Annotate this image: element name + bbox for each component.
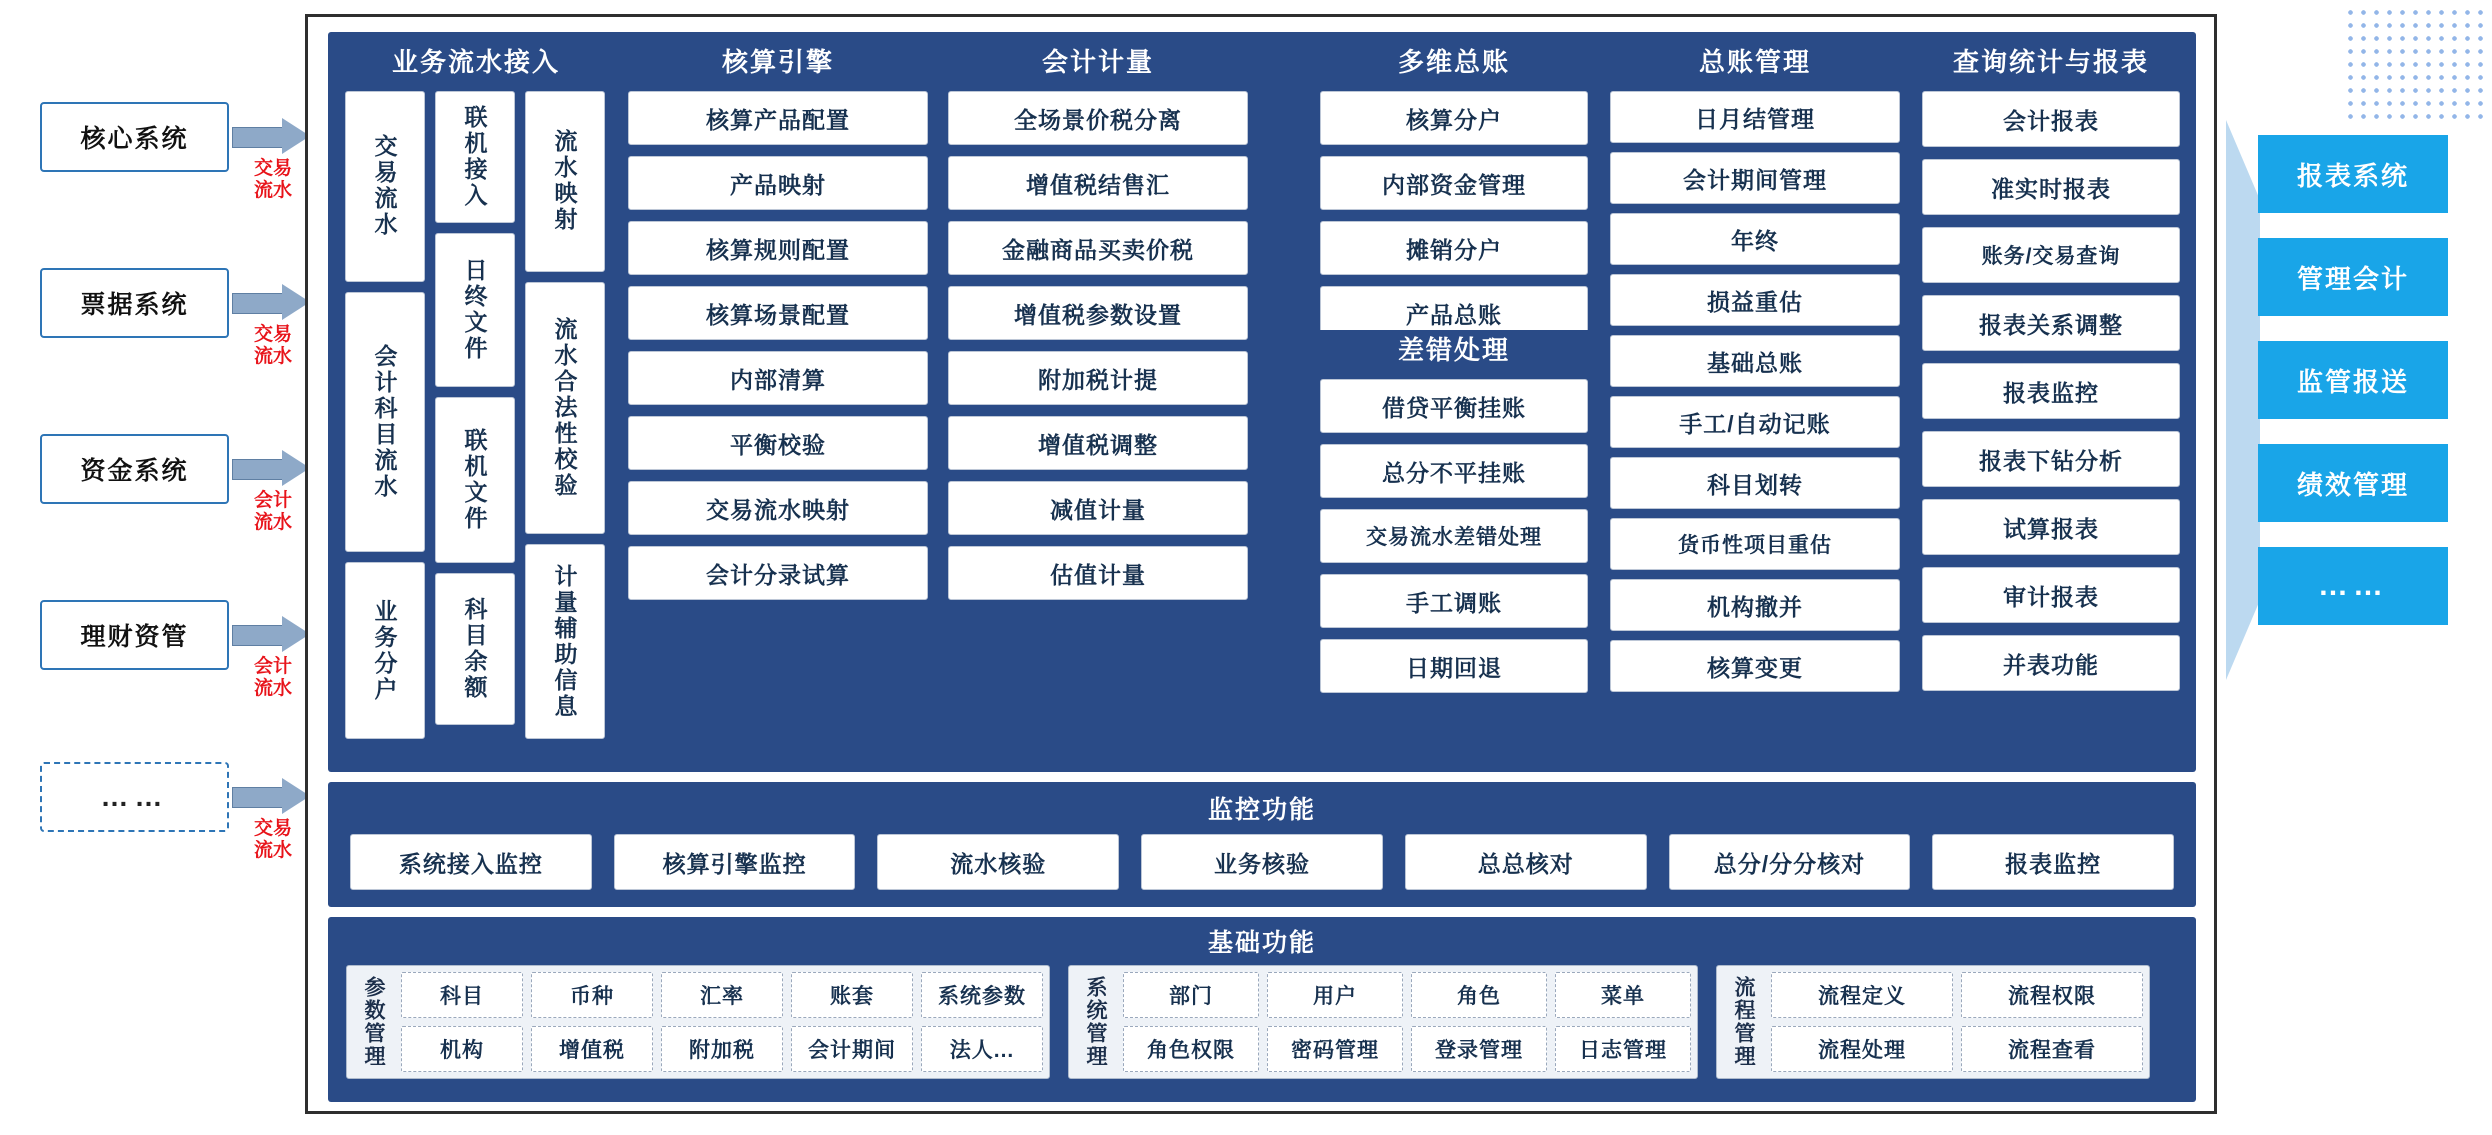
module-cell[interactable]: 试算报表 [1922, 499, 2180, 555]
base-cell[interactable]: 增值税 [531, 1026, 653, 1072]
module-cell[interactable]: 平衡校验 [628, 416, 928, 470]
module-cell[interactable]: 内部资金管理 [1320, 156, 1588, 210]
base-cell[interactable]: 流程查看 [1961, 1026, 2143, 1072]
module-column-query-report [1922, 42, 2180, 703]
base-cell[interactable]: 汇率 [661, 972, 783, 1018]
flow-arrow-icon [232, 778, 310, 814]
source-system-box-more[interactable] [40, 762, 229, 832]
flow-arrow-icon [232, 118, 310, 154]
monitoring-cell[interactable]: 系统接入监控 [350, 834, 592, 890]
module-column-accounting-measurement [948, 42, 1248, 611]
module-column-title: 核算引擎 [721, 47, 834, 77]
module-cell[interactable]: 科目余额 [435, 573, 515, 725]
module-cell[interactable]: 交易流水映射 [628, 481, 928, 535]
base-cell[interactable]: 日志管理 [1555, 1026, 1691, 1072]
module-column-title: 查询统计与报表 [1952, 47, 2149, 77]
module-cell[interactable]: 基础总账 [1610, 335, 1900, 387]
downstream-system[interactable]: 报表系统 [2258, 135, 2448, 213]
module-cell[interactable]: 增值税参数设置 [948, 286, 1248, 340]
module-cell[interactable]: 账务/交易查询 [1922, 227, 2180, 283]
module-cell[interactable]: 核算产品配置 [628, 91, 928, 145]
flow-label: 交易 流水 [253, 324, 292, 367]
module-cell[interactable]: 会计期间管理 [1610, 152, 1900, 204]
module-cell[interactable]: 核算变更 [1610, 640, 1900, 692]
module-cell[interactable]: 流水合法性校验 [525, 282, 605, 534]
flow-label: 交易 流水 [253, 818, 292, 861]
monitoring-cell[interactable]: 核算引擎监控 [614, 834, 856, 890]
module-column-title: 业务流水接入 [391, 47, 560, 77]
module-cell[interactable]: 金融商品买卖价税 [948, 221, 1248, 275]
module-column-title: 会计计量 [1041, 47, 1154, 77]
monitoring-title: 监控功能 [1207, 796, 1316, 824]
module-cell[interactable]: 会计报表 [1922, 91, 2180, 147]
module-cell[interactable]: 并表功能 [1922, 635, 2180, 691]
base-cell[interactable]: 菜单 [1555, 972, 1691, 1018]
decorative-dot-pattern [2344, 6, 2484, 126]
base-functions-title: 基础功能 [1207, 929, 1316, 957]
module-cell[interactable]: 核算规则配置 [628, 221, 928, 275]
base-cell[interactable]: 密码管理 [1267, 1026, 1403, 1072]
downstream-bracket [2226, 120, 2260, 680]
base-cell[interactable]: 附加税 [661, 1026, 783, 1072]
module-cell[interactable]: 流水映射 [525, 91, 605, 272]
module-cell[interactable]: 摊销分户 [1320, 221, 1588, 275]
module-column-error-handling [1320, 330, 1588, 704]
monitoring-cell[interactable]: 总分/分分核对 [1669, 834, 1911, 890]
module-cell[interactable]: 手工调账 [1320, 574, 1588, 628]
module-cell[interactable]: 日终文件 [435, 233, 515, 387]
module-cell[interactable]: 交易流水差错处理 [1320, 509, 1588, 563]
monitoring-cell[interactable]: 业务核验 [1141, 834, 1383, 890]
module-cell[interactable]: 交易流水 [345, 91, 425, 282]
base-cell[interactable]: 流程权限 [1961, 972, 2143, 1018]
module-column-multidim-ledger [1320, 42, 1588, 351]
base-cell[interactable]: 登录管理 [1411, 1026, 1547, 1072]
base-cell[interactable]: 法人... [921, 1026, 1043, 1072]
base-group-parameter [346, 965, 1050, 1079]
monitoring-row [328, 826, 2196, 890]
monitoring-cell[interactable]: 总总核对 [1405, 834, 1647, 890]
base-cell[interactable]: 币种 [531, 972, 653, 1018]
module-cell[interactable]: 计量辅助信息 [525, 544, 605, 739]
base-cell[interactable]: 角色 [1411, 972, 1547, 1018]
module-cell[interactable]: 附加税计提 [948, 351, 1248, 405]
base-cell[interactable]: 部门 [1123, 972, 1259, 1018]
base-cell[interactable]: 角色权限 [1123, 1026, 1259, 1072]
source-system-box[interactable] [40, 102, 229, 172]
module-cell[interactable]: 产品总账 [1320, 286, 1588, 340]
flow-arrow-icon [232, 450, 310, 486]
module-cell[interactable]: 审计报表 [1922, 567, 2180, 623]
base-functions-panel [328, 917, 2196, 1102]
base-group-process [1716, 965, 2150, 1079]
module-cell[interactable]: 科目划转 [1610, 457, 1900, 509]
base-functions-row [328, 959, 2196, 1079]
module-cell[interactable]: 核算分户 [1320, 91, 1588, 145]
module-cell[interactable]: 业务分户 [345, 562, 425, 739]
monitoring-cell[interactable]: 流水核验 [877, 834, 1119, 890]
base-cell[interactable]: 科目 [401, 972, 523, 1018]
base-group-label: 系统管理 [1075, 972, 1115, 1072]
monitoring-cell[interactable]: 报表监控 [1932, 834, 2174, 890]
flow-arrow-icon [232, 616, 310, 652]
module-cell[interactable]: 报表关系调整 [1922, 295, 2180, 351]
base-cell[interactable]: 账套 [791, 972, 913, 1018]
module-cell[interactable]: 会计科目流水 [345, 292, 425, 552]
top-modules-panel [328, 32, 2196, 772]
module-column-title: 总账管理 [1698, 47, 1811, 77]
downstream-system-more[interactable]: …… [2258, 547, 2448, 625]
module-cell[interactable]: 全场景价税分离 [948, 91, 1248, 145]
module-cell[interactable]: 减值计量 [948, 481, 1248, 535]
downstream-system[interactable]: 管理会计 [2258, 238, 2448, 316]
module-cell[interactable]: 总分不平挂账 [1320, 444, 1588, 498]
flow-label: 会计 流水 [253, 490, 292, 533]
module-cell[interactable]: 增值税结售汇 [948, 156, 1248, 210]
flow-label: 会计 流水 [253, 656, 292, 699]
module-cell[interactable]: 机构撤并 [1610, 579, 1900, 631]
module-cell[interactable]: 货币性项目重估 [1610, 518, 1900, 570]
source-system-box[interactable] [40, 434, 229, 504]
module-cell[interactable]: 核算场景配置 [628, 286, 928, 340]
source-system-box[interactable] [40, 268, 229, 338]
source-system-box[interactable] [40, 600, 229, 670]
base-group-label: 参数管理 [353, 972, 393, 1072]
source-system-label: 资金系统 [80, 457, 189, 485]
base-cell[interactable]: 流程处理 [1771, 1026, 1953, 1072]
downstream-system[interactable]: 绩效管理 [2258, 444, 2448, 522]
module-column-business-flow [345, 42, 607, 739]
module-cell[interactable]: 产品映射 [628, 156, 928, 210]
base-group-label: 流程管理 [1723, 972, 1763, 1072]
source-system-label: …… [100, 781, 169, 812]
module-column-ledger-management [1610, 42, 1900, 701]
monitoring-panel [328, 782, 2196, 907]
module-cell[interactable]: 联机接入 [435, 91, 515, 223]
module-cell[interactable]: 估值计量 [948, 546, 1248, 600]
module-cell[interactable]: 会计分录试算 [628, 546, 928, 600]
module-cell[interactable]: 借贷平衡挂账 [1320, 379, 1588, 433]
base-cell[interactable]: 用户 [1267, 972, 1403, 1018]
module-column-accounting-engine [628, 42, 928, 611]
base-cell[interactable]: 机构 [401, 1026, 523, 1072]
base-cell[interactable]: 系统参数 [921, 972, 1043, 1018]
source-system-label: 理财资管 [80, 623, 189, 651]
base-cell[interactable]: 流程定义 [1771, 972, 1953, 1018]
source-system-label: 核心系统 [80, 125, 189, 153]
module-cell[interactable]: 日期回退 [1320, 639, 1588, 693]
flow-label: 交易 流水 [253, 158, 292, 201]
flow-arrow-icon [232, 284, 310, 320]
source-system-label: 票据系统 [80, 291, 189, 319]
module-cell[interactable]: 日月结管理 [1610, 91, 1900, 143]
module-column-title: 多维总账 [1397, 47, 1510, 77]
base-cell[interactable]: 会计期间 [791, 1026, 913, 1072]
module-cell[interactable]: 损益重估 [1610, 274, 1900, 326]
downstream-systems-group [2258, 135, 2448, 650]
base-group-system [1068, 965, 1698, 1079]
downstream-system[interactable]: 监管报送 [2258, 341, 2448, 419]
module-cell[interactable]: 联机文件 [435, 397, 515, 563]
module-cell[interactable]: 准实时报表 [1922, 159, 2180, 215]
module-cell[interactable]: 手工/自动记账 [1610, 396, 1900, 448]
module-column-title: 差错处理 [1397, 335, 1510, 365]
module-cell[interactable]: 年终 [1610, 213, 1900, 265]
module-cell[interactable]: 报表监控 [1922, 363, 2180, 419]
module-cell[interactable]: 报表下钻分析 [1922, 431, 2180, 487]
module-cell[interactable]: 内部清算 [628, 351, 928, 405]
module-cell[interactable]: 增值税调整 [948, 416, 1248, 470]
